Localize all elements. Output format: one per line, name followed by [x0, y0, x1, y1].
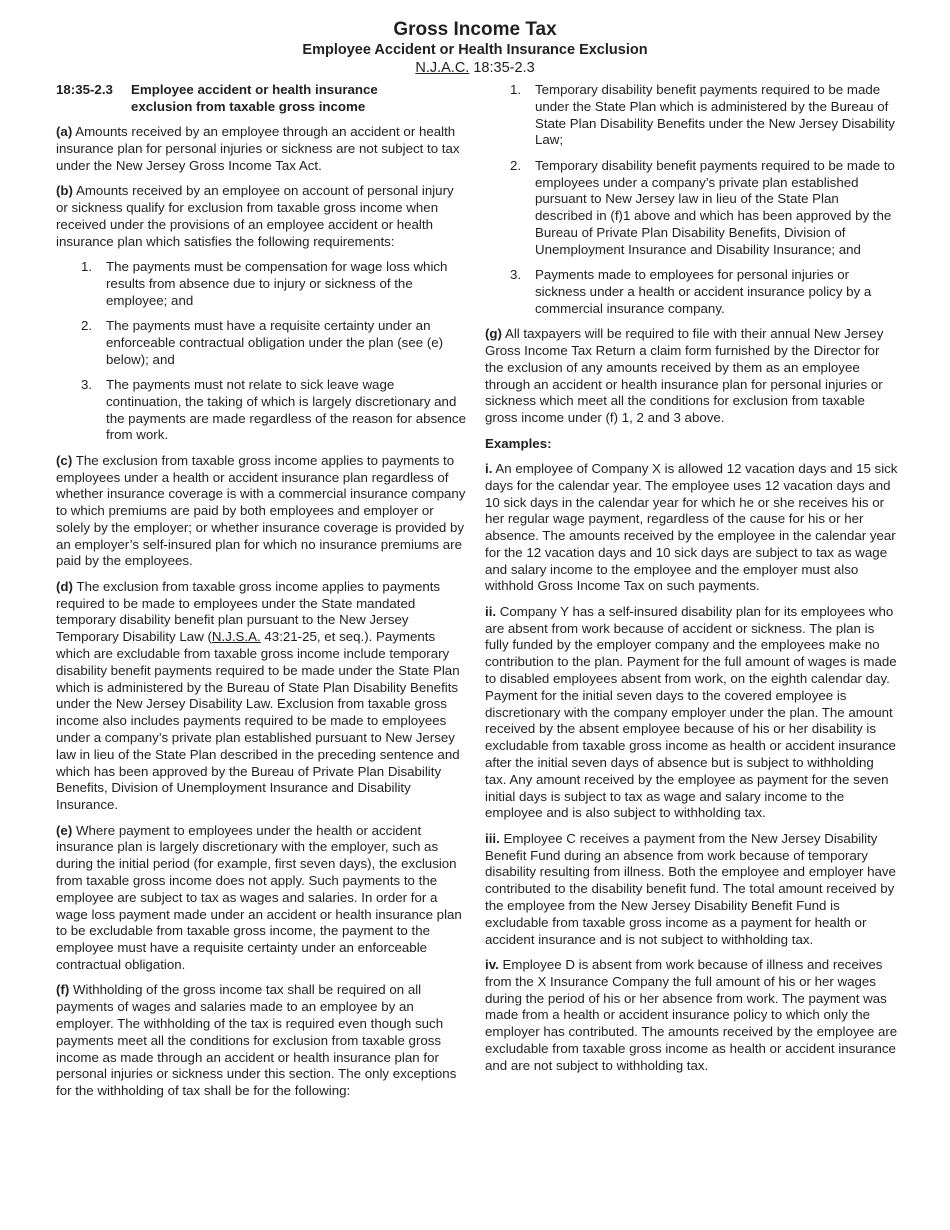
example-ii [485, 604, 898, 822]
paragraph-b [56, 183, 466, 250]
section-number: 18:35-2.3 [56, 82, 113, 97]
examples-heading: Examples: [485, 435, 552, 451]
list-item [56, 318, 466, 368]
list-item [485, 82, 898, 149]
page-subtitle: Employee Accident or Health Insurance Exclusion [302, 42, 648, 58]
citation-number: 18:35-2.3 [473, 60, 535, 76]
paragraph-f [56, 982, 466, 1100]
paragraph-text: The exclusion from taxable gross income applies to payments to employees under a health or accident insurance plan regardless of whether insurance coverage is with a commercial insurance company to which premiums are paid by both employees and employer or solely by the employer; or whether insurance coverage is provided by an employer’s self-insured plan for which no insurance premiums are paid by the employees. [56, 452, 466, 569]
paragraph-text: 43:21-25, et seq.). Payments which are excludable from taxable gross income include temporary disability benefit payments required to be made under the State Plan which is administered by the Bureau of State Plan Disability Benefits under the New Jersey Disability Law. Exclusion from taxable gross income also includes payments required to be made to employees under a company’s private plan established pursuant to New Jersey law in lieu of the State Plan described in the preceding sentence and which has been approved by the Bureau of Private Plan Disability Benefits, Division of Unemployment Insurance and Disability Insurance. [56, 629, 460, 813]
list-item-number: 2. [510, 157, 522, 173]
list-item [485, 267, 898, 317]
list-item-text: Payments made to employees for personal injuries or sickness under a health or accident insurance policy by a commercial insurance company. [535, 267, 872, 316]
list-item [56, 377, 466, 444]
list-item-number: 1. [510, 82, 522, 97]
list-item-text: The payments must not relate to sick leave wage continuation, the taking of which is largely discretionary and the payments are made regardless of the reason for absence from work. [106, 376, 466, 443]
paragraph-label: (a) [56, 124, 73, 140]
list-item-number: 3. [510, 267, 522, 283]
paragraph-label: (f) [56, 982, 70, 998]
statute-reference: N.J.S.A. [211, 629, 261, 645]
right-column [485, 82, 898, 1083]
paragraph-text: Amounts received by an employee on account of personal injury or sickness qualify for exclusion from taxable gross income when received under the provisions of an employee accident or health insurance plan which satisfies the following requirements: [56, 183, 454, 249]
list-item-number: 1. [81, 258, 93, 274]
paragraph-c [56, 453, 466, 571]
example-text: Employee D is absent from work because of illness and receives from the X Insurance Company the full amount of his or her wages during the period of his or her absence from work. The payment was made from a health or accident insurance policy to which only the employer has contributed. The amounts received by the employee are excludable from taxable gross income as health or accident insurance and are not subject to withholding tax. [485, 957, 898, 1073]
list-item [485, 158, 898, 259]
paragraph-text: Withholding of the gross income tax shall be required on all payments of wages and salaries made to an employee by an employer. The withholding of the tax is required even though such payments meet all the conditions for exclusion from taxable gross income as made through an accident or health insurance plan for personal injuries or sickness under this section. The only exceptions for the withholding of tax shall be for the following: [56, 982, 457, 1099]
paragraph-d [56, 579, 466, 814]
example-i [485, 461, 898, 595]
paragraph-text: Amounts received by an employee through an accident or health insurance plan for personal injuries or sickness are not subject to tax under the New Jersey Gross Income Tax Act. [56, 124, 460, 173]
regulation-citation [0, 59, 950, 78]
example-text: An employee of Company X is allowed 12 vacation days and 15 sick days for the calendar year. The employee uses 12 vacation days and 10 sick days in the calendar year for which he or she receives his or her regular wage payment, regardless of the cause for his or her absence. The amounts received by the employee in the calendar year for the 12 vacation days and 10 sick days are subject to tax as wage and salary income to the employee and the employer must also withhold Gross Income Tax on such payments. [485, 460, 898, 594]
paragraph-label: (g) [485, 326, 502, 342]
list-item [56, 259, 466, 309]
example-iv [485, 957, 898, 1075]
requirements-list [56, 259, 466, 444]
example-label: iii. [485, 830, 500, 846]
example-iii [485, 831, 898, 949]
paragraph-g [485, 326, 898, 427]
list-item-number: 2. [81, 317, 93, 333]
document-header [0, 0, 950, 78]
paragraph-label: (c) [56, 452, 73, 468]
example-text: Company Y has a self-insured disability plan for its employees who are absent from work because of accident or sickness. The plan is fully funded by the employer company and the employees make no contribution to the plan. Payment for the full amount of wages is made to disabled employees absent from work, on the eighth calendar day. Payment for the initial seven days to the covered employee is discretionary with the company employer under the plan. The amount received by the absent employee because of his or her disability is excludable from taxable gross income as health or accident insurance after the initial seven days of absence but is subject to withholding tax. Any amount received by the employee as payment for the seven initial days is subject to tax as wage and salary income to the employee and is also subject to withholding tax. [485, 603, 897, 821]
list-item-text: The payments must be compensation for wage loss which results from absence due to injury or sickness of the employee; and [106, 258, 448, 308]
example-label: ii. [485, 603, 497, 619]
paragraph-label: (b) [56, 183, 73, 199]
left-column [56, 82, 466, 1109]
list-item-text: The payments must have a requisite certainty under an enforceable contractual obligation under the plan (see (e) below); and [106, 317, 444, 367]
paragraph-e [56, 823, 466, 974]
paragraph-text: The exclusion from taxable gross income applies to payments required to be made to employees under the State mandated temporary disability benefit plan pursuant to the New Jersey Temporary Disability Law ( [56, 578, 441, 645]
page-title: Gross Income Tax [393, 19, 557, 40]
paragraph-text: All taxpayers will be required to file with their annual New Jersey Gross Income Tax Return a claim form furnished by the Director for the exclusion of any amounts received by them as an employee through an accident or health insurance plan for personal injuries or sickness which meet all the conditions for exclusion from taxable gross income under (f) 1, 2 and 3 above. [485, 326, 884, 426]
withholding-exceptions-list [485, 82, 898, 318]
section-heading [56, 82, 466, 116]
paragraph-label: (d) [56, 578, 73, 594]
example-label: iv. [485, 957, 499, 972]
example-label: i. [485, 460, 493, 476]
paragraph-a [56, 124, 466, 174]
paragraph-label: (e) [56, 822, 73, 838]
example-text: Employee C receives a payment from the New Jersey Disability Benefit Fund during an absence from work because of temporary disability resulting from illness. Both the employee and employer have contributed to the disability benefit fund. The total amount received by the employee from the New Jersey Disability Benefit Fund is excludable from taxable gross income as a payment for health or accident insurance and is not subject to withholding tax. [485, 830, 896, 947]
list-item-number: 3. [81, 376, 93, 392]
list-item-text: Temporary disability benefit payments required to be made to employees under a company’s private plan established pursuant to New Jersey law in lieu of the State Plan described in (f)1 above and which has been approved by the Bureau of Private Plan Disability Benefits, Division of Unemployment Insurance and Disability Insurance; and [535, 157, 895, 257]
list-item-text: Temporary disability benefit payments required to be made under the State Plan which is administered by the Bureau of State Plan Disability Benefits under the New Jersey Disability Law; [535, 82, 895, 148]
paragraph-text: Where payment to employees under the health or accident insurance plan is largely discretionary with the employer, such as during the initial period (for example, first seven days), the exclusion from taxable gross income does not apply. Such payments to the employee are subject to tax as wages and salaries. In order for a wage loss payment made under an accident or health insurance plan to be excludable from taxable gross income, the payment to the employee must have a requisite certainty under an enforceable contractual obligation. [56, 822, 462, 972]
section-title: Employee accident or health insurance exclusion from taxable gross income [131, 82, 378, 114]
citation-code: N.J.A.C. [415, 60, 470, 76]
